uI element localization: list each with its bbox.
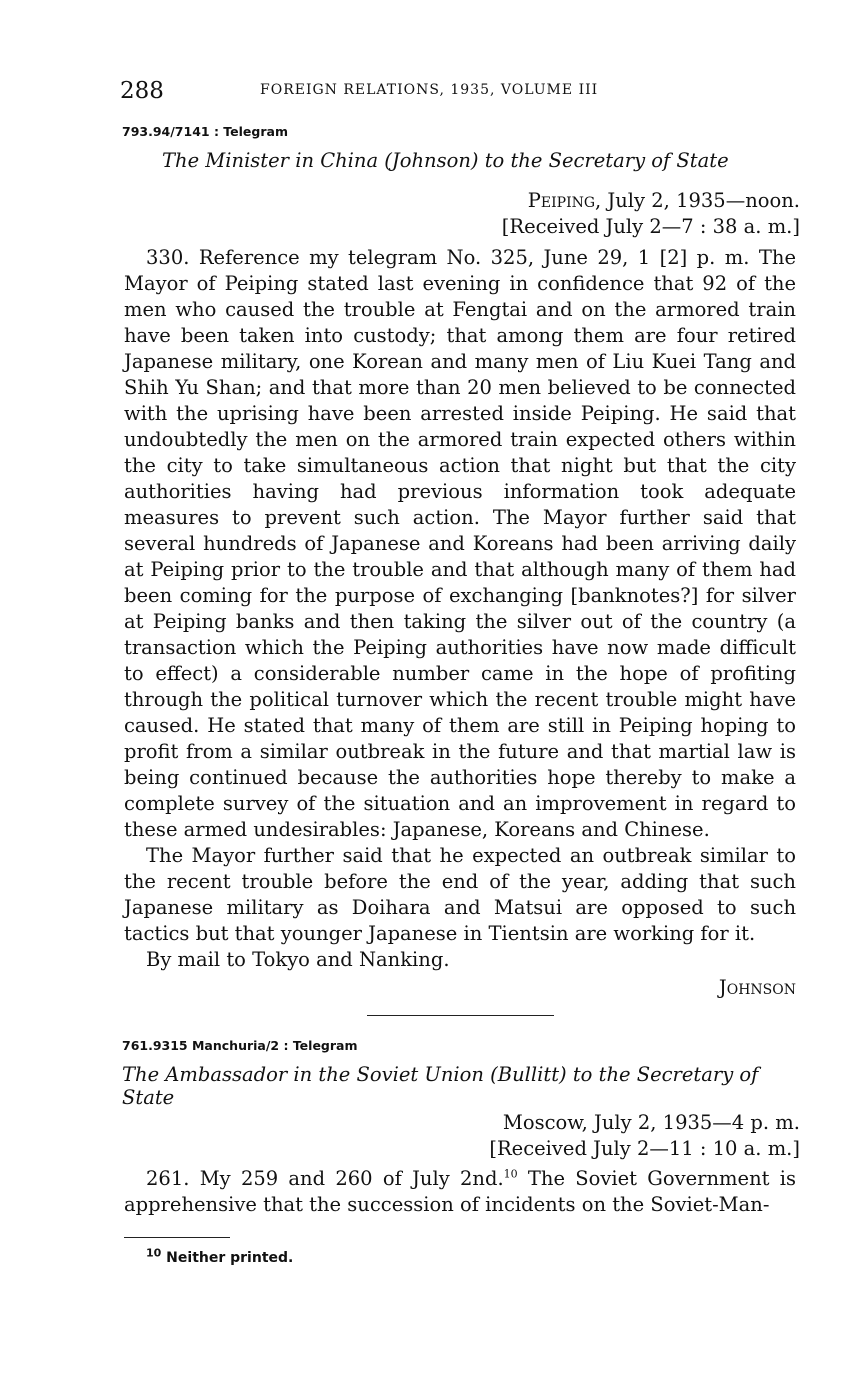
dateline [489,1110,800,1162]
section-divider [367,1015,554,1016]
document-reference: 793.94/7141 : Telegram [122,124,288,139]
footnote-mark: 10 [146,1246,162,1260]
running-head: FOREIGN RELATIONS, 1935, VOLUME III [260,82,599,98]
paragraph-rest: The Soviet Government is apprehensive that the succession of incidents on the Soviet-Man- [124,1167,796,1216]
document-reference: 761.9315 Manchuria/2 : Telegram [122,1038,358,1053]
received-line: [Received July 2—7 : 38 a. m.] [501,215,800,238]
dateline-place-date [502,188,800,214]
dateline [502,188,800,240]
footnote-reference: 10 [503,1167,518,1181]
footnote-text: Neither printed. [161,1250,294,1266]
footnote [146,1246,294,1266]
paragraph: 330. Reference my telegram No. 325, June 29, 1 [2] p. m. The Mayor of Peiping stated last evening in confidence that 92 of the men who caused the trouble at Fengtai and on the armored train have been taken into custody; that among them are four retired Japanese military, one Korean and many men of Liu Kuei Tang and Shih Yu Shan; and that more than 20 men believed to be connected with the uprising have been arrested inside Peiping. He said that undoubtedly the men on the armored train expected others within the city to take simultaneous action that night but that the city authorities having had previous information took adequate measures to prevent such action. The Mayor further said that several hundreds of Japanese and Koreans had been arriving daily at Peiping prior to the trouble and that although many of them had been coming for the purpose of exchanging [banknotes?] for silver at Peiping banks and then taking the silver out of the country (a transaction which the Peiping authorities have now made difficult to effect) a considerable number came in the hope of profiting through the political turnover which the recent trouble might have caused. He stated that many of them are still in Peiping hoping to profit from a similar outbreak in the future and that martial law is being continued because the authorities hope thereby to make a complete survey of the situation and an improvement in regard to these armed undesirables: Japanese, Koreans and Chinese. [124,246,796,841]
page-header [120,78,800,108]
dateline-place-date: Moscow, July 2, 1935—4 p. m. [502,1111,800,1134]
page-number: 288 [120,78,164,104]
dateline-place: Peiping, [527,189,602,212]
paragraph: By mail to Tokyo and Nanking. [146,948,450,971]
paragraph-start: 261. My 259 and 260 of July 2nd. [146,1167,504,1190]
document-title: The Ambassador in the Soviet Union (Bullitt) to the Secretary of State [122,1063,759,1109]
dateline-date: July 2, 1935—noon. [601,189,800,212]
paragraph [124,1166,796,1218]
footnote-divider [124,1237,230,1238]
received-line: [Received July 2—11 : 10 a. m.] [489,1137,800,1160]
telegram-body [124,1166,796,1218]
paragraph: The Mayor further said that he expected an outbreak similar to the recent trouble before the end of the year, adding that such Japanese military as Doihara and Matsui are opposed to such tactics but that younger Japanese in Tientsin are working for it. [124,844,796,945]
telegram-body [124,245,796,1001]
signature: Johnson [718,976,796,999]
document-title: The Minister in China (Johnson) to the Secretary of State [162,149,729,172]
